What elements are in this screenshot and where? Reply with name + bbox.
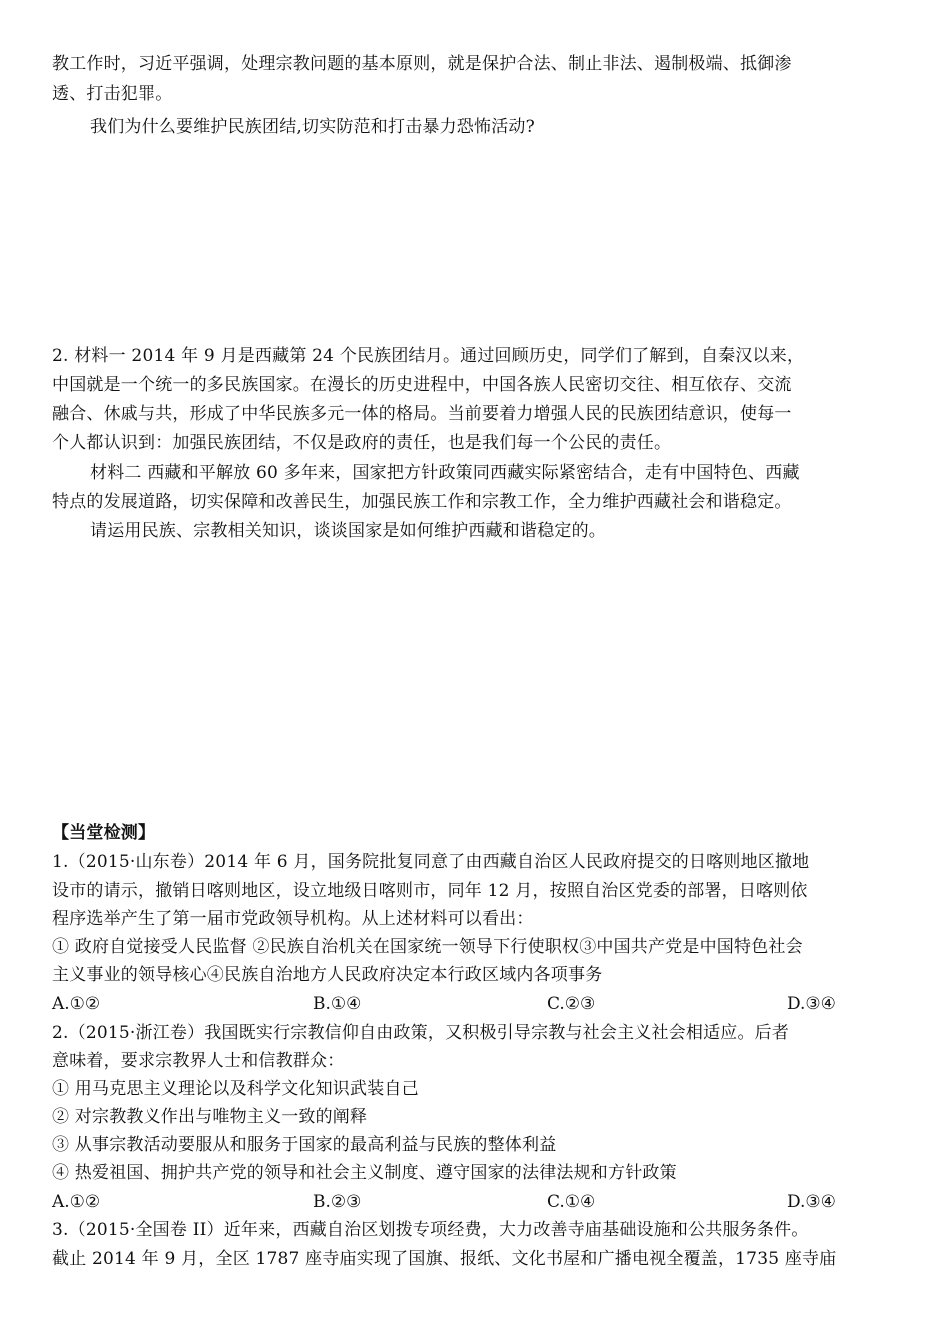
c2-item-2: ② 对宗教教义作出与唯物主义一致的阐释 (52, 1107, 368, 1127)
q2-material-2-line-2: 特点的发展道路，切实保障和改善民生，加强民族工作和宗教工作，全力维护西藏社会和谐稳定。 (52, 492, 792, 512)
c1-line-3: 程序选举产生了第一届市党政领导机构。从上述材料可以看出： (52, 909, 534, 929)
q2-line-2: 中国就是一个统一的多民族国家。在漫长的历史进程中，中国各族人民密切交往、相互依存、交流 (52, 375, 792, 395)
c2-line-1: 2.（2015·浙江卷）我国既实行宗教信仰自由政策，又积极引导宗教与社会主义社会相适应。后者 (52, 1023, 790, 1043)
c2-item-1: ① 用马克思主义理论以及科学文化知识武装自己 (52, 1079, 419, 1099)
c3-line-2: 截止 2014 年 9 月，全区 1787 座寺庙实现了国旗、报纸、文化书屋和广播电视全覆盖，1735 座寺庙 (52, 1249, 837, 1269)
c1-options (52, 994, 852, 1014)
q2-line-1: 2. 材料一 2014 年 9 月是西藏第 24 个民族团结月。通过回顾历史，同学们了解到，自秦汉以来， (52, 346, 805, 366)
c1-line-2: 设市的请示，撤销日喀则地区，设立地级日喀则市，同年 12 月，按照自治区党委的部署，日喀则依 (52, 881, 808, 901)
c1-option-d: D.③④ (787, 994, 836, 1014)
top-line-1: 教工作时，习近平强调，处理宗教问题的基本原则，就是保护合法、制止非法、遏制极端、抵御渗 (52, 54, 792, 74)
c1-line-1: 1.（2015·山东卷）2014 年 6 月，国务院批复同意了由西藏自治区人民政府提交的日喀则地区撤地 (52, 852, 810, 872)
c2-line-2: 意味着，要求宗教界人士和信教群众： (52, 1051, 345, 1071)
c2-option-a: A.①② (52, 1192, 101, 1212)
c1-line-4: ① 政府自觉接受人民监督 ②民族自治机关在国家统一领导下行使职权③中国共产党是中国特色社会 (52, 937, 803, 957)
section-title: 【当堂检测】 (52, 823, 156, 843)
top-line-2: 透、打击犯罪。 (52, 84, 173, 104)
top-question: 我们为什么要维护民族团结,切实防范和打击暴力恐怖活动? (90, 117, 535, 137)
c2-item-4: ④ 热爱祖国、拥护共产党的领导和社会主义制度、遵守国家的法律法规和方针政策 (52, 1163, 677, 1183)
c2-options (52, 1192, 852, 1212)
q2-line-3: 融合、休戚与共，形成了中华民族多元一体的格局。当前要着力增强人民的民族团结意识，使每一 (52, 404, 792, 424)
c2-option-b: B.②③ (313, 1192, 362, 1212)
c1-option-a: A.①② (52, 994, 101, 1014)
q2-material-2-line-1: 材料二 西藏和平解放 60 多年来，国家把方针政策同西藏实际紧密结合，走有中国特色、西藏 (90, 463, 800, 483)
c1-line-5: 主义事业的领导核心④民族自治地方人民政府决定本行政区域内各项事务 (52, 965, 603, 985)
q2-question: 请运用民族、宗教相关知识，谈谈国家是如何维护西藏和谐稳定的。 (90, 521, 606, 541)
c2-item-3: ③ 从事宗教活动要服从和服务于国家的最高利益与民族的整体利益 (52, 1135, 557, 1155)
c3-line-1: 3.（2015·全国卷 II）近年来，西藏自治区划拨专项经费，大力改善寺庙基础设施和公共服务条件。 (52, 1220, 809, 1240)
c1-option-b: B.①④ (313, 994, 362, 1014)
c2-option-c: C.①④ (547, 1192, 596, 1212)
c1-option-c: C.②③ (547, 994, 596, 1014)
q2-line-4: 个人都认识到：加强民族团结，不仅是政府的责任，也是我们每一个公民的责任。 (52, 433, 672, 453)
c2-option-d: D.③④ (787, 1192, 836, 1212)
